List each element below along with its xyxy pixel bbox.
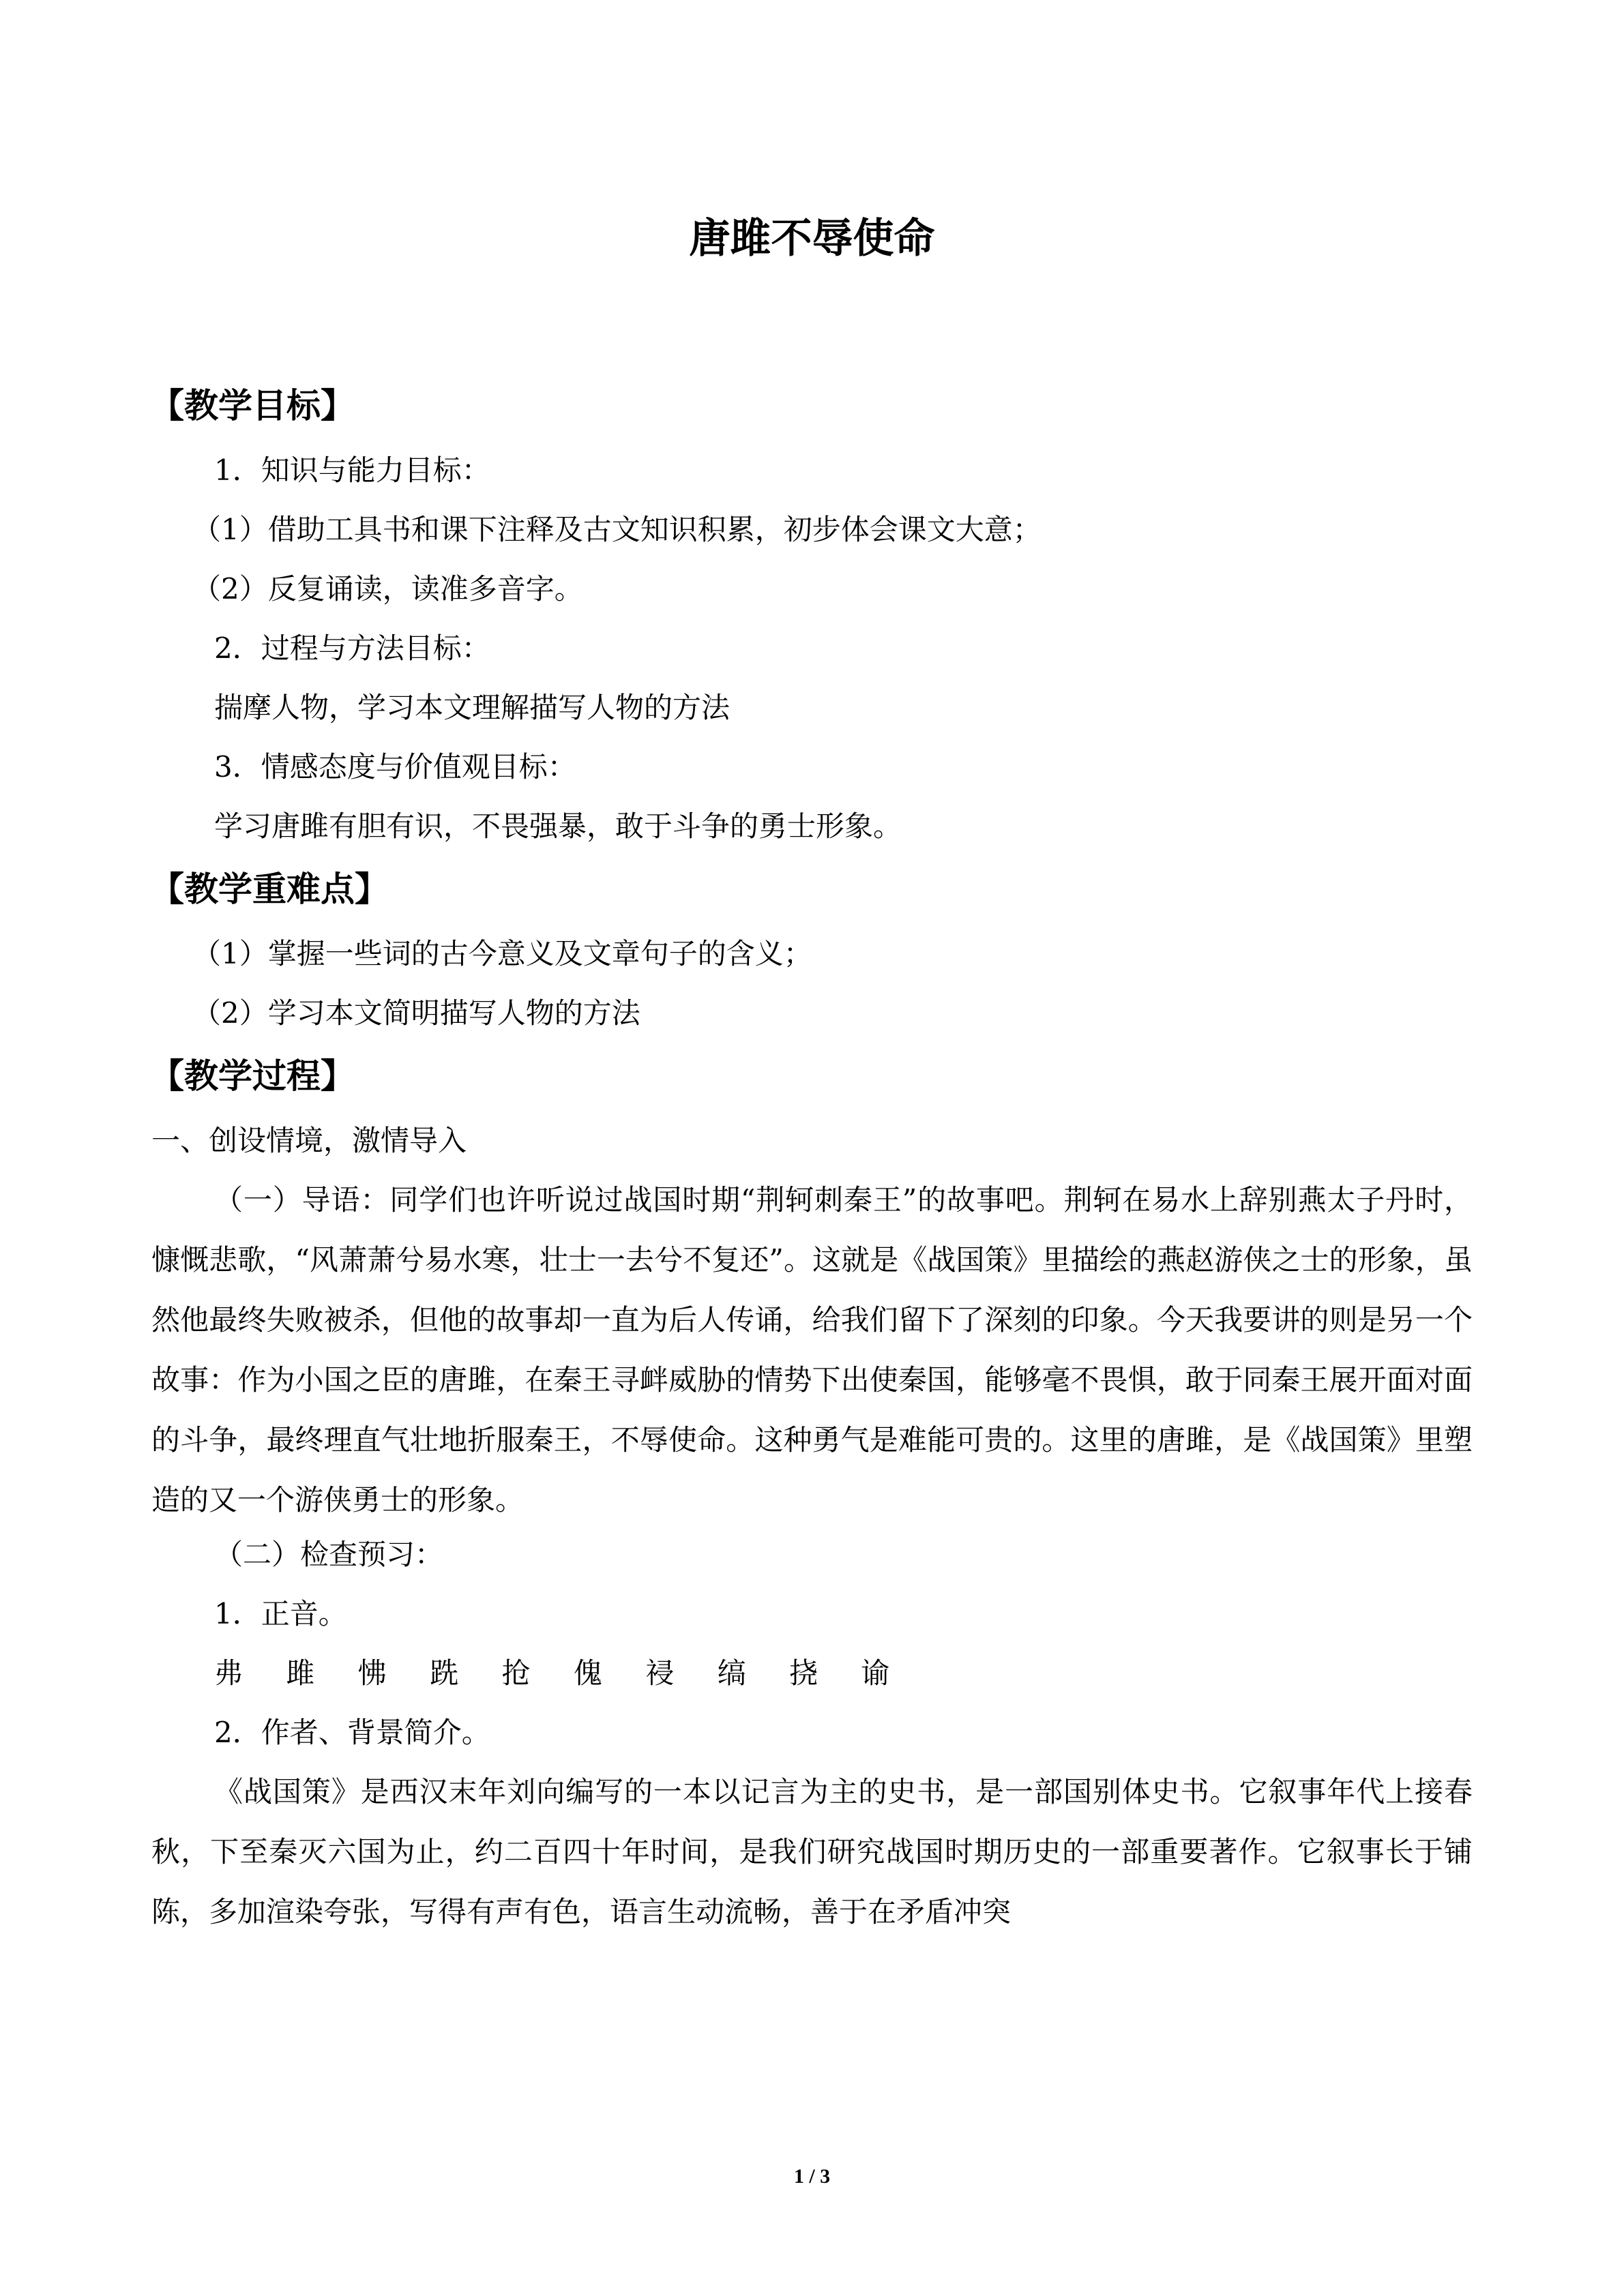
intro-paragraph: （一）导语：同学们也许听说过战国时期“荆轲刺秦王”的故事吧。荆轲在易水上辞别燕太子丹时，慷慨悲歌，“风萧萧兮易水寒，壮士一去兮不复还”。这就是《战国策》里描绘的燕赵游侠之士的形象，虽然他最终失败被杀，但他的故事却一直为后人传诵，给我们留下了深刻的印象。今天我要讲的则是另一个故事：作为小国之臣的唐雎，在秦王寻衅威胁的情势下出使秦国，能够毫不畏惧，敢于同秦王展开面对面的斗争，最终理直气壮地折服秦王，不辱使命。这种勇气是难能可贵的。这里的唐雎，是《战国策》里塑造的又一个游侠勇士的形象。 [151,1183,1473,1517]
author-background-label: 2．作者、背景简介。 [214,1716,490,1749]
content-body [151,382,1473,1942]
objective-line: 3．情感态度与价值观目标： [214,750,576,784]
objective-line: 2．过程与方法目标： [214,631,490,665]
section-heading-process: 【教学过程】 [150,1056,355,1096]
section-heading-objectives: 【教学目标】 [150,386,355,426]
keypoint-line: （2）学习本文简明描写人物的方法 [192,996,640,1030]
pronunciation-chars [151,1653,1473,1694]
pron-char: 怫 [357,1656,387,1690]
objective-line: （2）反复诵读，读准多音字。 [192,572,583,606]
process-step-heading: 一、创设情境，激情导入 [151,1124,467,1157]
objective-line: 1．知识与能力目标： [214,453,490,487]
preview-heading: （二）检查预习： [214,1538,444,1571]
pron-char: 抢 [501,1656,531,1690]
pron-char: 挠 [789,1656,818,1690]
objective-line: 揣摩人物，学习本文理解描写人物的方法 [214,691,730,724]
keypoint-line: （1）掌握一些词的古今意义及文章句子的含义； [192,937,812,970]
pronunciation-label: 1．正音。 [214,1597,347,1630]
pron-char: 祲 [645,1656,675,1690]
section-heading-keypoints: 【教学重难点】 [150,869,389,909]
author-paragraph: 《战国策》是西汉末年刘向编写的一本以记言为主的史书，是一部国别体史书。它叙事年代上接春秋，下至秦灭六国为止，约二百四十年时间，是我们研究战国时期历史的一部重要著作。它叙事长于铺陈，多加渲染夸张，写得有声有色，语言生动流畅，善于在矛盾冲突 [151,1775,1473,1928]
pron-char: 雎 [286,1656,315,1690]
pron-char: 傀 [573,1656,602,1690]
pron-char: 缟 [717,1656,746,1690]
page-title: 唐雎不辱使命 [689,215,935,263]
pron-char: 弗 [214,1656,243,1690]
objective-line: （1）借助工具书和课下注释及古文知识积累，初步体会课文大意； [192,513,1042,546]
pron-char: 跣 [430,1656,459,1690]
page-number: 1 / 3 [793,2165,831,2188]
objective-line: 学习唐雎有胆有识，不畏强暴，敢于斗争的勇士形象。 [214,809,902,843]
pron-char: 谕 [861,1656,890,1690]
